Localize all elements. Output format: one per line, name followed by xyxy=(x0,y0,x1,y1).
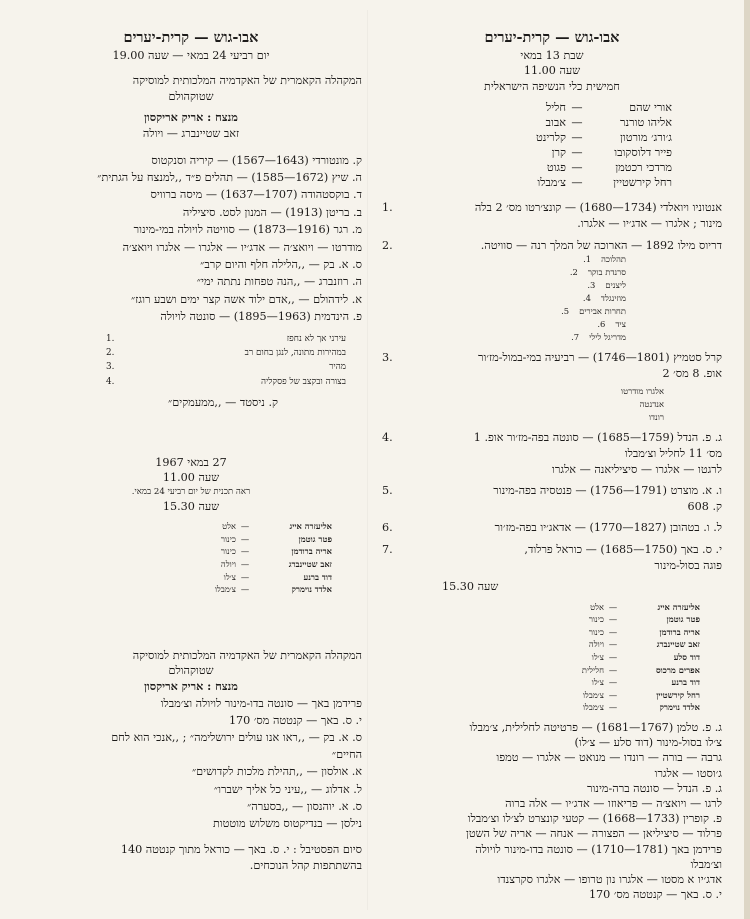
right-time: שעה 11.00 xyxy=(523,64,581,78)
left-city: שטוקהולם xyxy=(168,89,214,103)
roster-row: זאב שטיינברג — ויולה xyxy=(588,639,700,650)
third-time: שעה 15.30 xyxy=(162,499,220,513)
roster-row: אלדד נוימרק — צ׳מבלו xyxy=(582,702,700,713)
program-item-3: קרל סטמיץ (1801—1746) — רביעיה במי-במול-מז׳ור אופ. 8 מס׳ 2 3. xyxy=(382,351,722,380)
left-program: ק. מונטורדי (1643—1567) — קיריה וסנקטוס ה. שיץ (1672—1585) — תהלים פ״ד ,,למנצח על הגתית״ ד. בוקסטהודה (1707—1637) — מיסה ברוויס ב. בריטן (1913) — המנון לסט. סיציליה מ. רגר (1916—1873) — סוויטה לויולה במי-מינור מודרטו — ויואצ׳ה — אדג׳יו — אלגרו — אלגרו ויואצ׳ה ס. א. בק — ,,הלילה חלף והיום קרב״ ה. רוזנברג — ,,הנה טפחות נתתה ימי״ א. לידהולם — ,,אדם ילוד אשה קצר ימים ושבע רוגז״ פ. הינדמית (1963—1895) — סונטה לויולה xyxy=(97,153,362,324)
right-header: אבו-גוש — קרית-יערים xyxy=(484,29,620,46)
page-edge xyxy=(744,0,750,919)
roster-row: אריה ברודמן — כינור xyxy=(220,546,332,557)
roster-row: רחל קירשטיין — צ׳מבלו xyxy=(582,689,700,700)
page-fold xyxy=(367,10,368,910)
player-row: פייר דלוסקובו — קרן xyxy=(551,146,672,160)
left-ensemble: המקהלה הקאמרית של האקדמיה המלכותית למוסיקה xyxy=(132,74,362,88)
program-item-2: דריוס מילו 1892 — הארוכה של המלך רנה — סוויטה. 2. xyxy=(382,238,722,252)
roster-row: אליעזרה אייג — אלט xyxy=(590,601,700,612)
roster-row: דוד ברנע — צ׳לו xyxy=(591,677,700,688)
right-ensemble: חמישית כלי הנשיפה הישראלית xyxy=(484,79,620,93)
roster-row: פטר גוטמן — כינור xyxy=(588,614,700,625)
roster-row: אריה ברודמן — כינור xyxy=(588,626,700,637)
right-column xyxy=(382,30,722,902)
festival-finale: סיום הפסטיבל : י. ס. באך — כוראל מתוך קנטטה 140 בהשתתפות קהל הנוכחים. xyxy=(120,843,362,872)
program-item-1: אנטוניו ויואלדי (1734—1680) — קונצ׳רטו מס׳ 2 בלה מינור ; אלגרו — אדג׳יו — אלגרו. 1. xyxy=(382,201,722,230)
player-row: אורי שהם — חליל xyxy=(545,101,672,115)
afternoon-roster xyxy=(382,601,700,714)
program-item-6: ל. ו. בטהובן (1827—1770) — אדאג׳יו בפה-מז׳ור 6. xyxy=(382,521,722,535)
roster-row: אליעזרה אייג — אלט xyxy=(222,521,332,532)
roster-row: אפרים מרכוס — חלילית xyxy=(581,664,700,675)
choir-city: שטוקהולם xyxy=(168,664,214,678)
hindemith-movements: עירני אך לא נחפז 1. במהירות מתונה, לנגן בחום רב 2. מהיר 3. בצורה ובקצב של פסקליה 4. xyxy=(106,333,346,387)
second-time: שעה 11.00 xyxy=(162,471,220,485)
roster-row: זאב שטיינברג — ויולה xyxy=(220,559,332,569)
choir-program: פרידמן באך — סונטה בדו-מינור לויולה וצ׳מבלו י. ס. באך — קנטטה מס׳ 170 ס. א. בק — ,,ראו אנו עולים ירושלימה״ ; ,,אנכי הוא לחם החיים״ א. אולסון — ,,תהילת מלכות לקדושים״ ל. אדלוג — ,,עיני כל אליך ישברו״ ס. א. יוהנסון — ,,בסערה״ נילסן — בנדיקטוס משלוש מוטטות xyxy=(111,696,362,830)
roster-row: אלדד נוימרק — צ׳מבלו xyxy=(214,584,332,595)
second-note: ראה תכנית של יום רביעי 24 במאי. xyxy=(131,487,251,498)
left-closing: ק. ניסטד — ,,ממעמקים״ xyxy=(168,396,278,410)
wind-quintet-players xyxy=(382,100,672,190)
left-soloist: זאב שטיינברג — ויולה xyxy=(142,126,240,140)
milhaud-movements: תהלוכה .1 סרנדת בוקר .2 ליצנים .3 מוזינגלד .4 תחרות אבירים .5 ציד .6 מדריגל לילי .7 xyxy=(561,254,626,343)
afternoon-program: ג. פ. טלמן (1767—1681) — פרטיטה לחלילית, צ׳מבלו צ׳לו בסול-מינור (דוד סלע — צ׳לו) גרבה — בורה — רונדו — מנואט — אלגרו — טמפו ג׳וסטו — אלגרו ג. פ. הנדל — סונטה ברה-מינור לרגו — ויואצ׳ה — פריאוזו — אדג׳יו — אלה ברוה פ. קופרין (1733—1668) — קטעי קונצרט לצ׳לו וצ׳מבלו פרלוד — סיציליאן — הפצורה — אנחה — אריה של השטן פרידמן באך (1781—1710) — סונטה בדו-מינור לויולה וצ׳מבלו אדג׳יו א מסטו — אלגרו נון טרופו — אלגרו סקרצנדו י. ס. באך — קנטטה מס׳ 170 xyxy=(465,721,722,902)
afternoon-time: שעה 15.30 xyxy=(442,580,499,594)
program-item-4: ג. פ. הנדל (1759—1685) — סונטה בפה-מז׳ור אופ. 1 מס׳ 11 לחליל וצ׳מבלו לרגטו — אלגרו — סיציליאנה — אלגרו 4. xyxy=(382,431,722,476)
player-row: מרדכי רכטמן — פגוט xyxy=(546,161,672,175)
stamitz-movements: אלגרו מודרטו אנדנטה רונדו xyxy=(620,386,664,423)
program-item-7: י. ס. באך (1750—1685) — כוראל פרלוד, פוגה בסול-מינור 7. xyxy=(382,542,722,572)
player-row: רחל קירשטיין — צ׳מבלו xyxy=(537,176,672,190)
left-column xyxy=(20,30,362,873)
player-row: אליהו טורנר — אבוב xyxy=(545,116,672,130)
roster-row: דוד סלע — צ׳לו xyxy=(591,652,700,663)
left-conductor: מנצח : אריק אריקסון xyxy=(144,110,238,125)
program-item-5: ו. א. מוצרט (1791—1756) — פנטסיה בפה-מינור ק. 608 5. xyxy=(382,484,722,513)
left-header: אבו-גוש — קרית-יערים xyxy=(123,29,259,46)
choir-conductor: מנצח : אריק אריקסון xyxy=(144,678,238,693)
right-date: שבת 13 במאי xyxy=(520,48,584,62)
choir-ensemble: המקהלה הקאמרית של האקדמיה המלכותית למוסיקה xyxy=(132,648,362,662)
roster-row: דוד ברנע — צ׳לו xyxy=(223,571,332,582)
second-date: 27 במאי 1967 xyxy=(155,455,227,469)
player-row: ג׳ורג׳ מורטון — קלרינט xyxy=(535,131,672,145)
left-roster xyxy=(20,520,332,596)
roster-row: פטר גוטמן — כינור xyxy=(220,533,332,544)
left-date-time: יום רביעי 24 במאי — שעה 19.00 xyxy=(112,48,270,62)
